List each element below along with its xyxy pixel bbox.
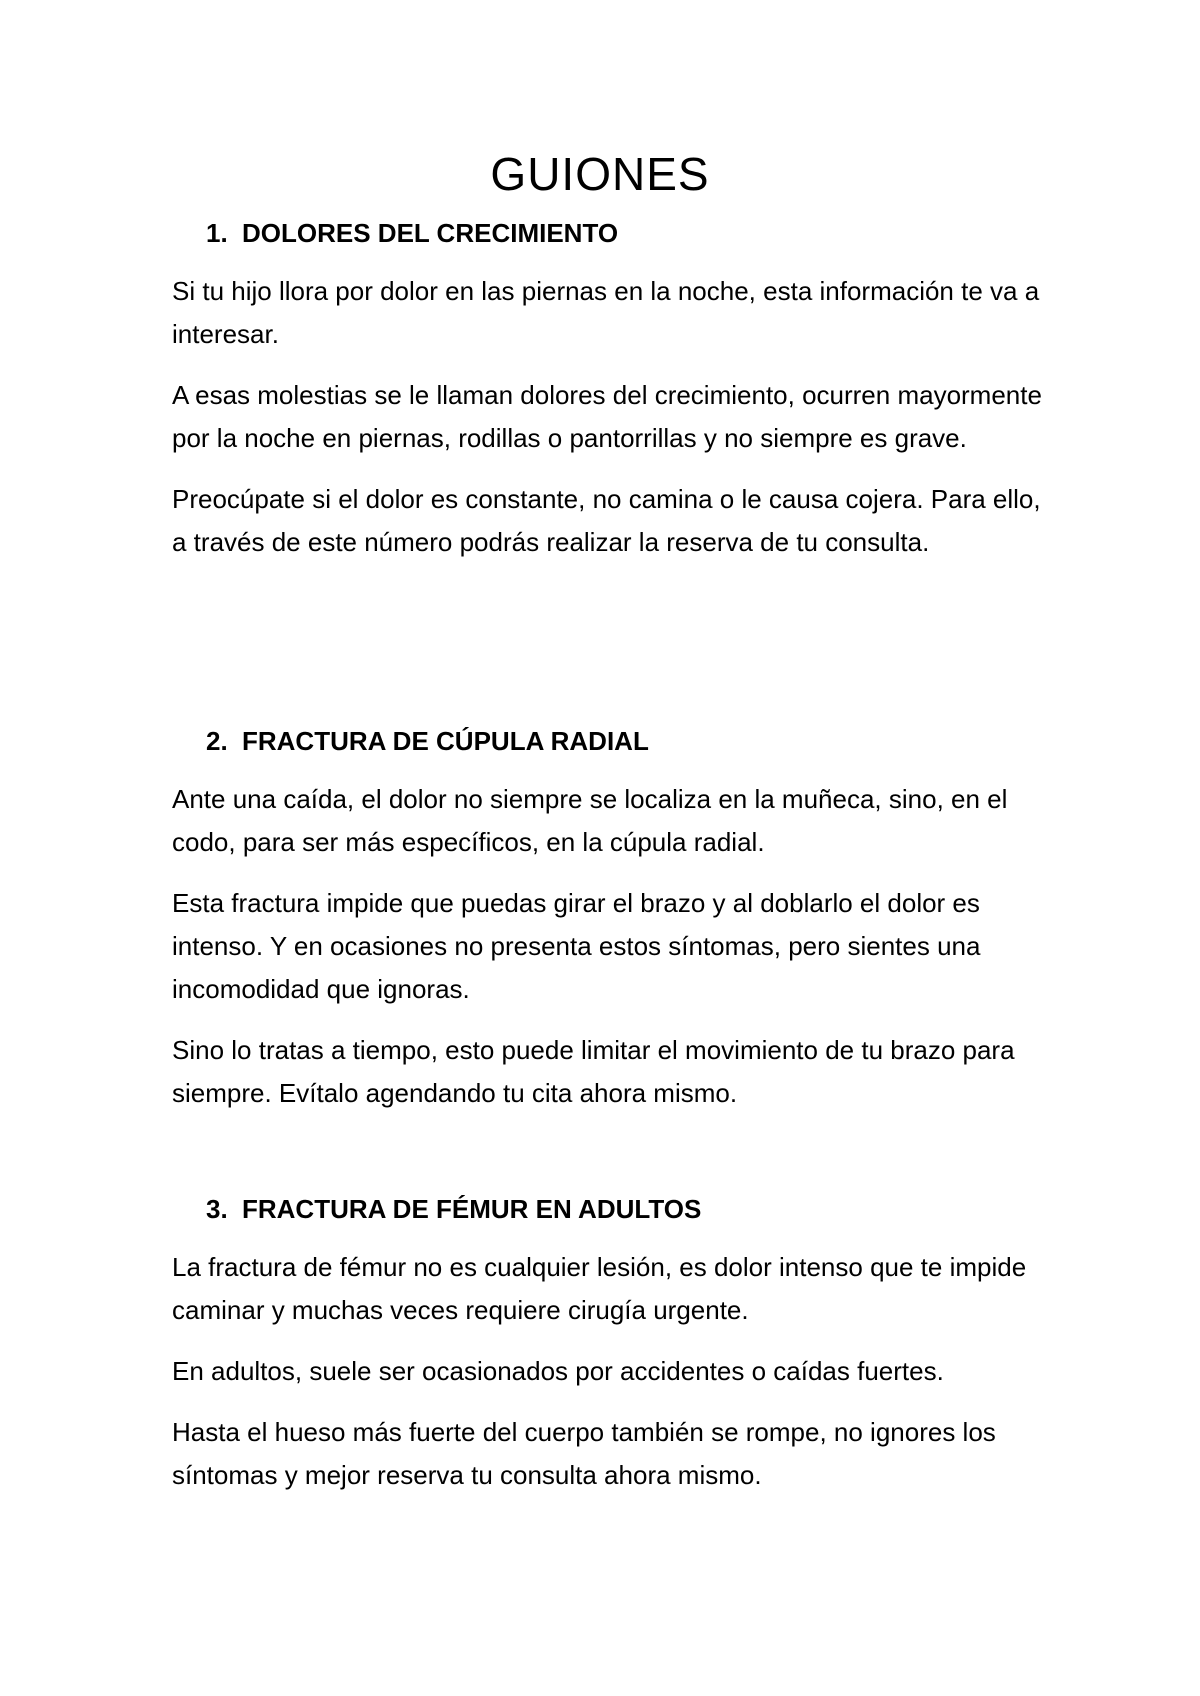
section-heading-text: FRACTURA DE FÉMUR EN ADULTOS (242, 1194, 702, 1224)
section-number: 2. (206, 726, 228, 756)
section-heading (206, 722, 1052, 760)
paragraph: La fractura de fémur no es cualquier lesión, es dolor intenso que te impide caminar y muchas veces requiere cirugía urgente. (172, 1252, 1027, 1325)
paragraph: A esas molestias se le llaman dolores del crecimiento, ocurren mayormente por la noche en piernas, rodillas o pantorrillas y no siempre es grave. (172, 380, 1042, 453)
document-title: GUIONES (490, 148, 710, 200)
section-heading-text: FRACTURA DE CÚPULA RADIAL (242, 726, 649, 756)
paragraph: Ante una caída, el dolor no siempre se localiza en la muñeca, sino, en el codo, para ser más específicos, en la cúpula radial. (172, 784, 1008, 857)
paragraph: Esta fractura impide que puedas girar el brazo y al doblarlo el dolor es intenso. Y en ocasiones no presenta estos síntomas, pero sientes una incomodidad que ignoras. (172, 888, 981, 1004)
section-number: 1. (206, 218, 228, 248)
section-heading-text: DOLORES DEL CRECIMIENTO (242, 218, 619, 248)
section-fractura-cupula-radial (172, 722, 1052, 1115)
section-heading (206, 214, 1052, 252)
section-heading (206, 1190, 1052, 1228)
paragraph: Preocúpate si el dolor es constante, no camina o le causa cojera. Para ello, a través de este número podrás realizar la reserva de tu consulta. (172, 484, 1041, 557)
section-fractura-femur-adultos (172, 1190, 1052, 1497)
section-dolores-crecimiento (172, 214, 1052, 564)
paragraph: Hasta el hueso más fuerte del cuerpo también se rompe, no ignores los síntomas y mejor reserva tu consulta ahora mismo. (172, 1417, 996, 1490)
paragraph: Si tu hijo llora por dolor en las piernas en la noche, esta información te va a interesar. (172, 276, 1040, 349)
paragraph: En adultos, suele ser ocasionados por accidentes o caídas fuertes. (172, 1356, 944, 1386)
paragraph: Sino lo tratas a tiempo, esto puede limitar el movimiento de tu brazo para siempre. Evítalo agendando tu cita ahora mismo. (172, 1035, 1015, 1108)
section-number: 3. (206, 1194, 228, 1224)
